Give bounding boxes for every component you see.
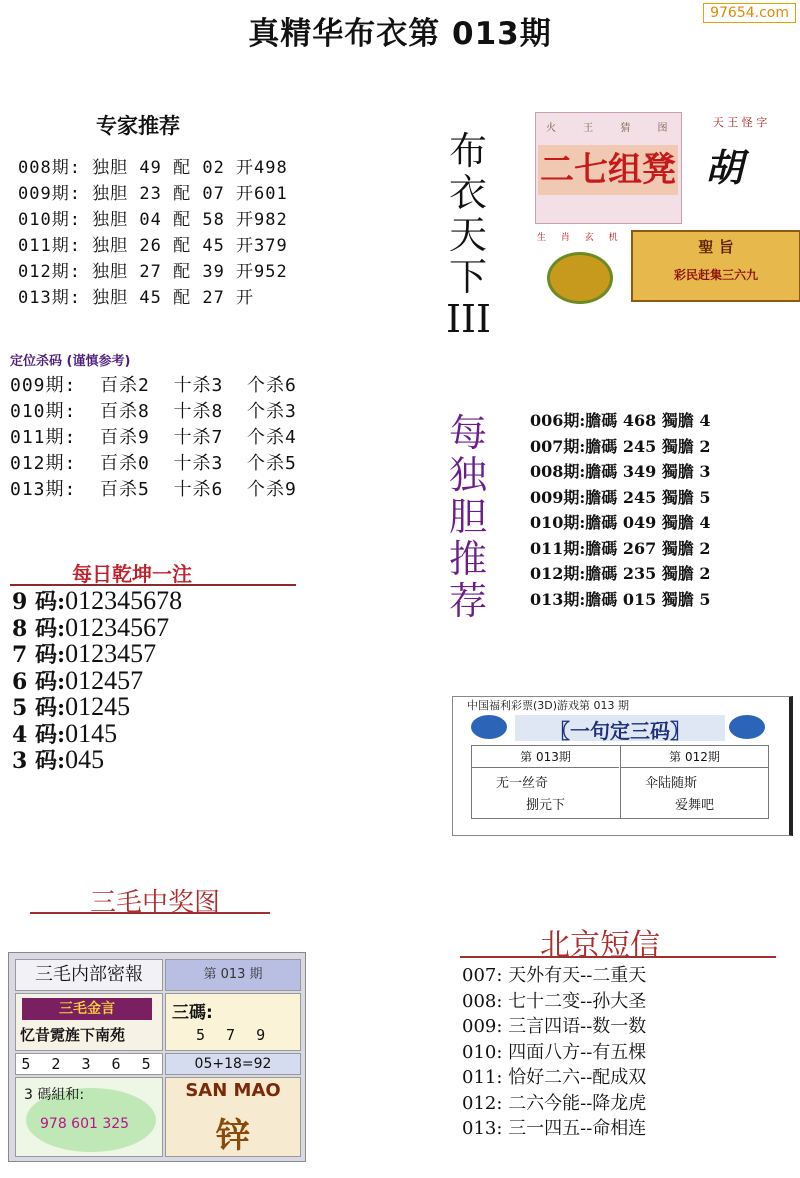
list-item: 011期: 百杀9 十杀7 个杀4 — [10, 427, 297, 448]
ball-icon — [729, 715, 765, 739]
scroll-subtitle: 彩民赶集三六九 — [673, 268, 758, 282]
list-item: 010: 四面八方--有五棵 — [462, 1041, 647, 1063]
code-value: 045 — [65, 745, 105, 774]
sanmao-three-nums: 5 7 9 — [196, 1026, 272, 1044]
code-count: 9 码: — [12, 589, 66, 615]
ad-side-text: 天 王 怪 字 — [712, 116, 768, 129]
code-count: 7 码: — [12, 642, 66, 668]
list-item — [12, 612, 182, 642]
sanmao-nums: 5 2 3 6 5 — [15, 1053, 163, 1075]
code-value: 0123457 — [65, 639, 157, 668]
code-value: 0145 — [65, 718, 118, 748]
list-item: 013期:膽碼 015 獨膽 5 — [530, 589, 711, 609]
code-value: 01234567 — [65, 612, 170, 642]
sanmao-brand: SAN MAO — [185, 1080, 281, 1101]
vertical-title — [446, 130, 490, 340]
list-item: 011期:膽碼 267 獨膽 2 — [530, 538, 711, 558]
yiju-col-head: 第 013期 — [472, 748, 619, 768]
sanmao-badge: 三毛金言 — [22, 998, 152, 1020]
sanmao-combo-cell — [15, 1077, 163, 1157]
yiju-box — [452, 696, 793, 836]
yiju-line: 伞陆随斯 — [645, 776, 698, 791]
yiju-line: 爱舞吧 — [675, 798, 715, 813]
sanmao-formula: 05+18=92 — [165, 1053, 301, 1075]
yiju-col-head: 第 012期 — [621, 748, 768, 768]
list-item: 007: 天外有天--二重天 — [462, 965, 647, 986]
divider — [30, 912, 270, 914]
page-title: 真精华布衣第 013期 — [248, 16, 552, 52]
code-count: 4 码: — [12, 721, 66, 748]
vertical-char: 天 — [448, 213, 487, 257]
vertical-char: 推 — [448, 537, 487, 581]
vertical-char: 每 — [448, 411, 487, 455]
list-item: 009期: 百杀2 十杀3 个杀6 — [10, 375, 297, 396]
yiju-col — [472, 746, 619, 818]
list-item: 013期: 独胆 45 配 27 开 — [18, 288, 255, 308]
expert-title: 专家推荐 — [96, 114, 180, 138]
sanmao-image — [8, 952, 306, 1162]
coin-icon — [547, 252, 613, 304]
list-item: 009期:膽碼 245 獨膽 5 — [530, 487, 711, 507]
sanmao-char: 锌 — [216, 1116, 250, 1156]
yiju-table — [471, 745, 769, 819]
list-item: 010期: 百杀8 十杀8 个杀3 — [10, 401, 297, 422]
code-count: 8 码: — [12, 615, 66, 642]
code-value: 012457 — [65, 665, 144, 695]
vertical-char: 下 — [448, 255, 487, 299]
sanmao-period: 第 013 期 — [165, 959, 301, 991]
list-item — [12, 665, 182, 695]
list-item: 009期: 独胆 23 配 07 开601 — [18, 184, 288, 204]
sanmao-internal: 三毛内部密報 — [15, 959, 163, 991]
sanmao-combo: 978 601 325 — [40, 1116, 130, 1132]
beijing-list — [462, 963, 646, 1142]
list-item: 010期:膽碼 049 獨膽 4 — [530, 513, 711, 532]
sanmao-title: 三毛中奖图 — [90, 888, 221, 918]
list-item: 008: 七十二变--孙大圣 — [462, 990, 647, 1012]
list-item — [12, 588, 182, 615]
list-item: 007期:膽碼 245 獨膽 2 — [530, 436, 711, 456]
list-item: 012期: 百杀0 十杀3 个杀5 — [10, 453, 297, 474]
code-count: 3 码: — [12, 748, 66, 774]
vertical-char: 独 — [448, 453, 487, 497]
code-value: 012345678 — [65, 586, 183, 615]
list-item: 012期: 独胆 27 配 39 开952 — [18, 262, 288, 282]
ad-banner: 二七组凳 — [538, 145, 678, 195]
list-item: 011: 恰好二六--配成双 — [462, 1067, 647, 1088]
vertical-char: 衣 — [448, 171, 487, 215]
list-item: 006期:膽碼 468 獨膽 4 — [530, 411, 711, 430]
sanmao-slogan: 忆昔霓旌下南苑 — [20, 1026, 126, 1044]
code-value: 01245 — [65, 692, 131, 721]
list-item — [12, 641, 182, 668]
list-item: 008期: 独胆 49 配 02 开498 — [18, 158, 288, 178]
list-item — [12, 694, 182, 721]
list-item: 013: 三一四五--命相连 — [462, 1118, 647, 1139]
list-item — [12, 718, 182, 748]
vertical-char: 布 — [448, 129, 487, 173]
code-count: 5 码: — [12, 695, 66, 721]
daily-title: 每日乾坤一注 — [72, 562, 192, 586]
list-item: 010期: 独胆 04 配 58 开982 — [18, 210, 288, 230]
list-item: 013期: 百杀5 十杀6 个杀9 — [10, 479, 297, 500]
yiju-title: 〖一句定三码〗 — [515, 715, 725, 741]
vertical-title — [446, 412, 490, 622]
code-count: 6 码: — [12, 668, 66, 695]
vertical-char: 胆 — [448, 495, 487, 539]
ad-signature: 胡 — [705, 145, 744, 190]
dan-list — [530, 408, 711, 612]
yiju-line: 无一丝奇 — [496, 776, 549, 791]
ad-panel — [535, 112, 682, 224]
yiju-header: 中国福利彩票(3D)游戏第 013 期 — [467, 699, 630, 712]
kill-title: 定位杀码 (谨慎参考) — [10, 354, 131, 369]
expert-list — [18, 155, 288, 311]
scroll-icon — [631, 230, 800, 302]
site-watermark: 97654.com — [703, 3, 796, 23]
sanmao-slogan-cell — [15, 993, 163, 1051]
sanmao-combo-label: 3 碼組和: — [24, 1087, 85, 1103]
ad-small-text: 火 王 猜 图 — [546, 123, 680, 134]
vertical-char: 荐 — [448, 579, 487, 623]
list-item: 008期:膽碼 349 獨膽 3 — [530, 462, 711, 481]
ad-red-text: 生 肖 玄 机 — [537, 233, 624, 243]
list-item: 012: 二六今能--降龙虎 — [462, 1092, 647, 1114]
yiju-col — [620, 746, 768, 818]
beijing-title: 北京短信 — [540, 928, 660, 963]
ball-icon — [471, 715, 507, 739]
vertical-char: III — [446, 297, 492, 341]
list-item: 012期:膽碼 235 獨膽 2 — [530, 564, 711, 583]
divider — [460, 956, 776, 958]
ad-image — [535, 112, 797, 302]
daily-list — [12, 588, 182, 774]
list-item — [12, 747, 182, 774]
scroll-title: 聖 旨 — [698, 238, 734, 256]
sanmao-three-label: 三碼: — [172, 1003, 213, 1023]
yiju-line: 捌元下 — [526, 798, 566, 813]
list-item: 011期: 独胆 26 配 45 开379 — [18, 236, 288, 256]
list-item: 009: 三言四语--数一数 — [462, 1016, 647, 1037]
kill-list — [10, 373, 297, 503]
sanmao-three-cell — [165, 993, 301, 1051]
sanmao-brand-cell — [165, 1077, 301, 1157]
